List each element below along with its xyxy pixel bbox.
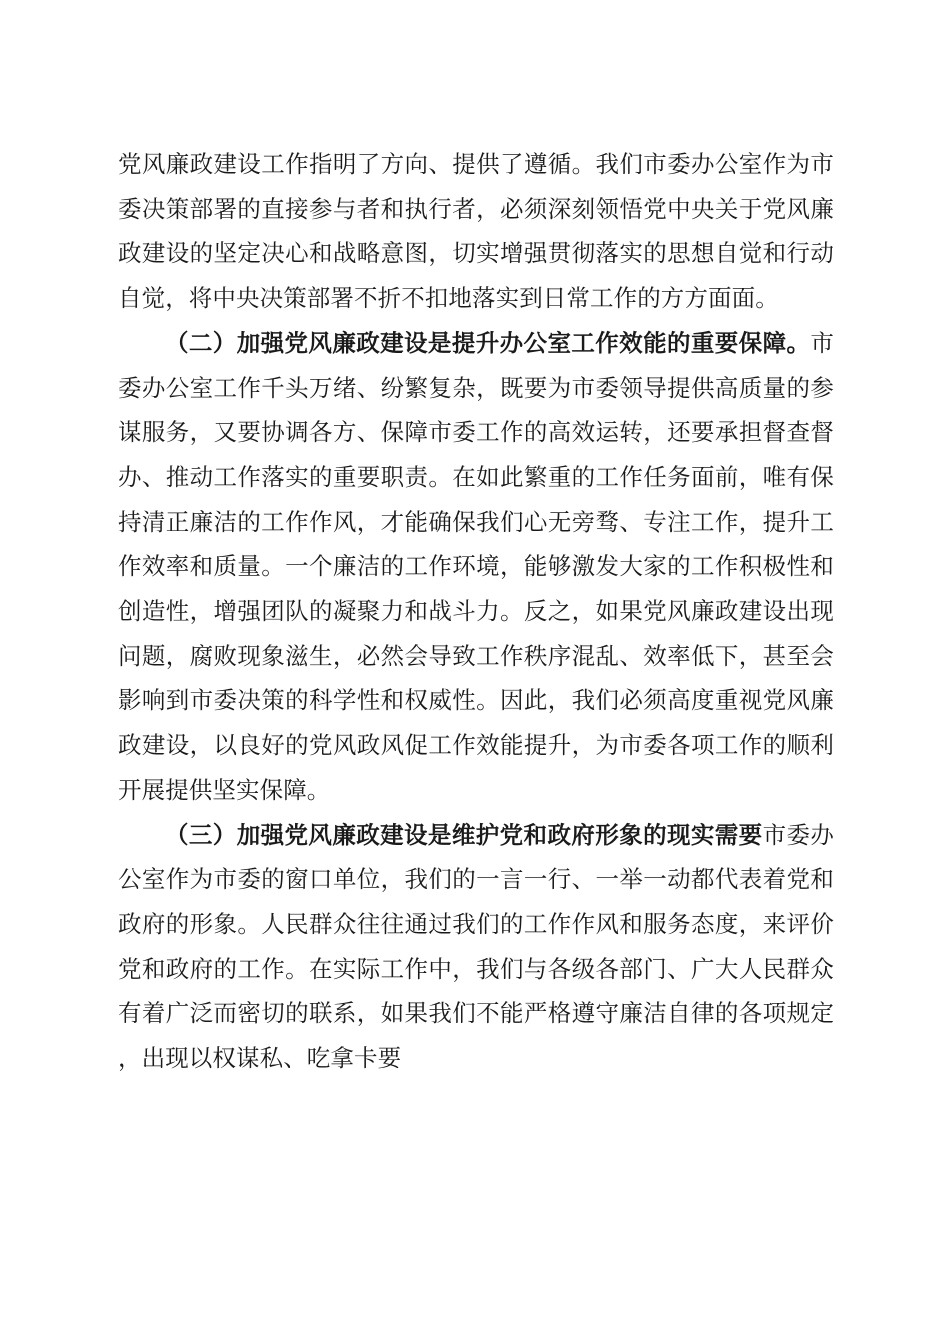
document-body	[118, 142, 834, 1081]
paragraph-text: 党风廉政建设工作指明了方向、提供了遵循。我们市委办公室作为市委决策部署的直接参与者和执行者，必须深刻领悟党中央关于党风廉政建设的坚定决心和战略意图，切实增强贯彻落实的思想自觉和行动自觉，将中央决策部署不折不扣地落实到日常工作的方方面面。	[118, 150, 834, 313]
paragraph-section-3	[118, 813, 834, 1081]
paragraph-section-2	[118, 321, 834, 813]
paragraph-continuation	[118, 142, 834, 321]
paragraph-text: 市委办公室作为市委的窗口单位，我们的一言一行、一举一动都代表着党和政府的形象。人民群众往往通过我们的工作作风和服务态度，来评价党和政府的工作。在实际工作中，我们与各级各部门、广大人民群众有着广泛而密切的联系，如果我们不能严格遵守廉洁自律的各项规定，出现以权谋私、吃拿卡要	[118, 820, 835, 1073]
paragraph-text: 市委办公室工作千头万绪、纷繁复杂，既要为市委领导提供高质量的参谋服务，又要协调各方、保障市委工作的高效运转，还要承担督查督办、推动工作落实的重要职责。在如此繁重的工作任务面前，唯有保持清正廉洁的工作作风，才能确保我们心无旁骛、专注工作，提升工作效率和质量。一个廉洁的工作环境，能够激发大家的工作积极性和创造性，增强团队的凝聚力和战斗力。反之，如果党风廉政建设出现问题，腐败现象滋生，必然会导致工作秩序混乱、效率低下，甚至会影响到市委决策的科学性和权威性。因此，我们必须高度重视党风廉政建设，以良好的党风政风促工作效能提升，为市委各项工作的顺利开展提供坚实保障。	[118, 328, 834, 804]
section-heading-3: （三）加强党风廉政建设是维护党和政府形象的现实需要	[165, 820, 763, 849]
section-heading-2: （二）加强党风廉政建设是提升办公室工作效能的重要保障。	[165, 328, 811, 357]
